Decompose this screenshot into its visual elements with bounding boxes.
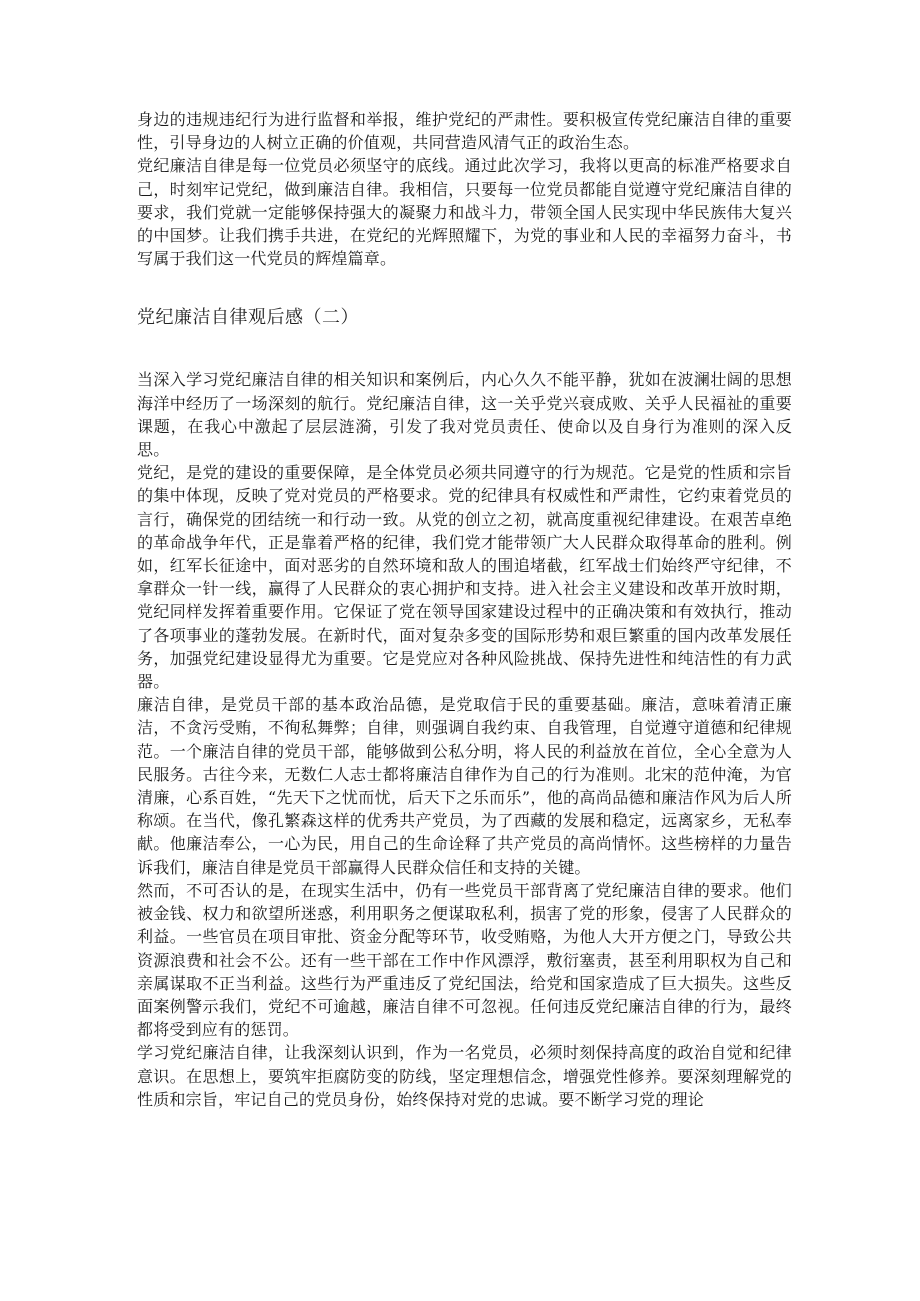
paragraph: 然而，不可否认的是，在现实生活中，仍有一些党员干部背离了党纪廉洁自律的要求。他们被金钱、权力和欲望所迷惑，利用职务之便谋取私利，损害了党的形象，侵害了人民群众的利益。一些官员在项目审批、资金分配等环节，收受贿赂，为他人大开方便之门，导致公共资源浪费和社会不公。还有一些干部在工作中作风漂浮，敷衍塞责，甚至利用职权为自己和亲属谋取不正当利益。这些行为严重违反了党纪国法，给党和国家造成了巨大损失。这些反面案例警示我们，党纪不可逾越，廉洁自律不可忽视。任何违反党纪廉洁自律的行为，最终都将受到应有的惩罚。 bbox=[137, 880, 792, 1040]
paragraph: 廉洁自律，是党员干部的基本政治品德，是党取信于民的重要基础。廉洁，意味着清正廉洁，不贪污受贿，不徇私舞弊；自律，则强调自我约束、自我管理，自觉遵守道德和纪律规范。一个廉洁自律的党员干部，能够做到公私分明，将人民的利益放在首位，全心全意为人民服务。古往今来，无数仁人志士都将廉洁自律作为自己的行为准则。北宋的范仲淹，为官清廉，心系百姓，“先天下之忧而忧，后天下之乐而乐”，他的高尚品德和廉洁作风为后人所称颂。在当代，像孔繁森这样的优秀共产党员，为了西藏的发展和稳定，远离家乡，无私奉献。他廉洁奉公，一心为民，用自己的生命诠释了共产党员的高尚情怀。这些榜样的力量告诉我们，廉洁自律是党员干部赢得人民群众信任和支持的关键。 bbox=[137, 695, 792, 877]
paragraph: 学习党纪廉洁自律，让我深刻认识到，作为一名党员，必须时刻保持高度的政治自觉和纪律意识。在思想上，要筑牢拒腐防变的防线，坚定理想信念，增强党性修养。要深刻理解党的性质和宗旨，牢记自己的党员身份，始终保持对党的忠诚。要不断学习党的理论 bbox=[137, 1043, 792, 1109]
essay-title: 党纪廉洁自律观后感（二） bbox=[137, 307, 359, 329]
document-page bbox=[137, 108, 792, 1111]
paragraph: 当深入学习党纪廉洁自律的相关知识和案例后，内心久久不能平静，犹如在波澜壮阔的思想海洋中经历了一场深刻的航行。党纪廉洁自律，这一关乎党兴衰成败、关乎人民福祉的重要课题，在我心中激起了层层涟漪，引发了我对党员责任、使命以及自身行为准则的深入反思。 bbox=[137, 370, 792, 460]
paragraph: 党纪，是党的建设的重要保障，是全体党员必须共同遵守的行为规范。它是党的性质和宗旨的集中体现，反映了党对党员的严格要求。党的纪律具有权威性和严肃性，它约束着党员的言行，确保党的团结统一和行动一致。从党的创立之初，就高度重视纪律建设。在艰苦卓绝的革命战争年代，正是靠着严格的纪律，我们党才能带领广大人民群众取得革命的胜利。例如，红军长征途中，面对恶劣的自然环境和敌人的围追堵截，红军战士们始终严守纪律，不拿群众一针一线，赢得了人民群众的衷心拥护和支持。进入社会主义建设和改革开放时期，党纪同样发挥着重要作用。它保证了党在领导国家建设过程中的正确决策和有效执行，推动了各项事业的蓬勃发展。在新时代，面对复杂多变的国际形势和艰巨繁重的国内改革发展任务，加强党纪建设显得尤为重要。它是党应对各种风险挑战、保持先进性和纯洁性的有力武器。 bbox=[137, 463, 792, 692]
section-essay-two bbox=[137, 368, 792, 1111]
section-previous-essay-ending bbox=[137, 108, 792, 270]
paragraph: 党纪廉洁自律是每一位党员必须坚守的底线。通过此次学习，我将以更高的标准严格要求自己，时刻牢记党纪，做到廉洁自律。我相信，只要每一位党员都能自觉遵守党纪廉洁自律的要求，我们党就一定能够保持强大的凝聚力和战斗力，带领全国人民实现中华民族伟大复兴的中国梦。让我们携手共进，在党纪的光辉照耀下，为党的事业和人民的幸福努力奋斗，书写属于我们这一代党员的辉煌篇章。 bbox=[137, 156, 792, 269]
paragraph: 身边的违规违纪行为进行监督和举报，维护党纪的严肃性。要积极宣传党纪廉洁自律的重要性，引导身边的人树立正确的价值观，共同营造风清气正的政治生态。 bbox=[137, 110, 792, 153]
